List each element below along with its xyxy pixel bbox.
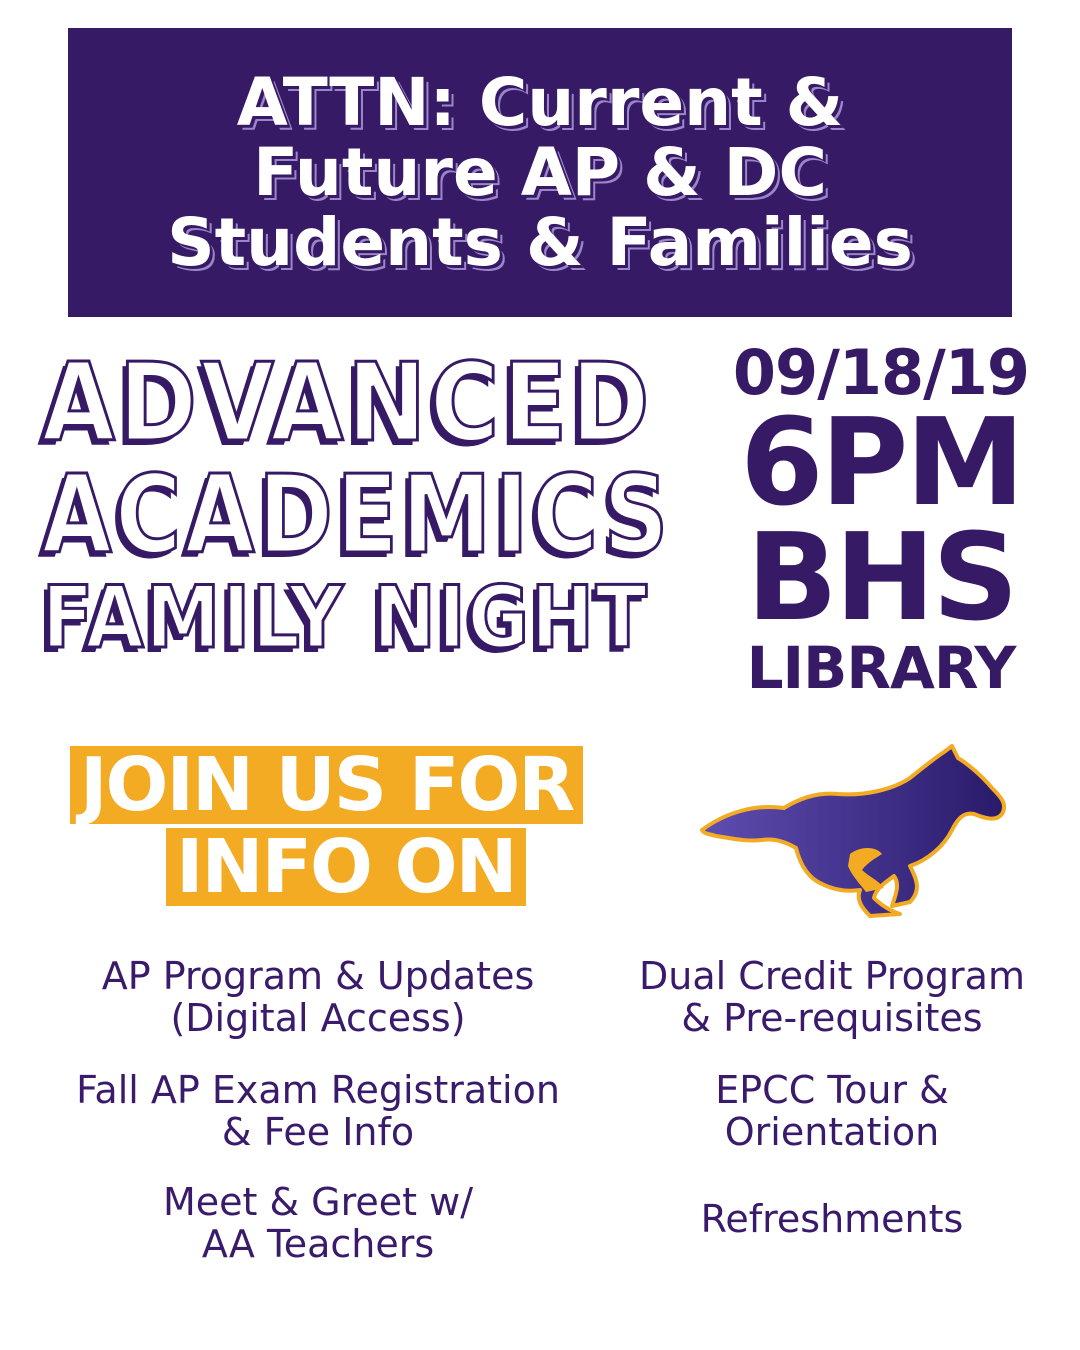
event-title-line: FAMILY NIGHT <box>42 568 649 668</box>
event-title-line: ACADEMICS <box>42 453 672 578</box>
topic-item: Meet & Greet w/ AA Teachers <box>162 1180 474 1266</box>
banner-line: Future AP & DC <box>253 133 827 211</box>
topic-item: Dual Credit Program & Pre-requisites <box>639 954 1025 1040</box>
event-time: 6PM <box>740 394 1022 533</box>
join-line: INFO ON <box>166 828 526 906</box>
mustang-horse-icon <box>696 742 1010 920</box>
topic-item: EPCC Tour & Orientation <box>715 1068 949 1154</box>
join-line: JOIN US FOR <box>70 746 583 824</box>
event-date: 09/18/19 <box>732 336 1030 409</box>
event-title <box>42 341 692 668</box>
join-us-heading <box>70 742 583 910</box>
banner-line: ATTN: Current & <box>236 63 844 141</box>
event-details <box>716 336 1046 702</box>
event-title-line: ADVANCED <box>42 341 654 466</box>
event-place: BHS <box>746 509 1016 648</box>
attention-banner <box>68 28 1012 317</box>
banner-line: Students & Families <box>167 203 913 281</box>
topic-item: AP Program & Updates (Digital Access) <box>101 954 535 1040</box>
topic-item: Refreshments <box>700 1197 964 1241</box>
topic-item: Fall AP Exam Registration & Fee Info <box>76 1068 560 1154</box>
event-room: LIBRARY <box>746 634 1016 702</box>
